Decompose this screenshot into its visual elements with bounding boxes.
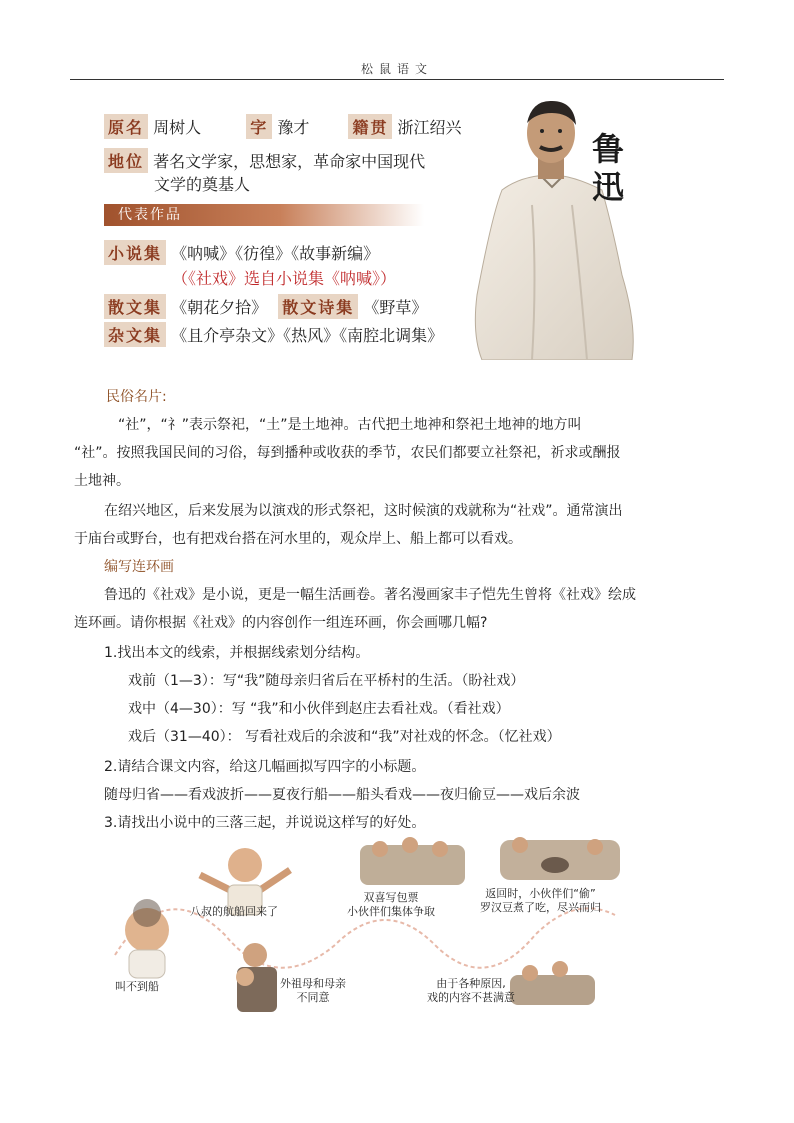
caption-no-boat: 叫不到船 [115, 980, 159, 993]
origin-tag: 籍贯 [348, 114, 392, 139]
origin-value: 浙江绍兴 [397, 118, 462, 137]
caption-unsatisfied-line-1: 由于各种原因, [436, 977, 506, 990]
prose-poem-value: 《野草》 [363, 298, 428, 317]
novel-note: （《社戏》选自小说集《呐喊》） [172, 269, 397, 288]
caption-shuangxi-promise [347, 891, 435, 919]
caption-elders-disagree [280, 977, 346, 1005]
caption-beans-line-2: 罗汉豆煮了吃，尽兴而归 [480, 901, 601, 914]
calligraphy-char-1: 鲁 [592, 130, 625, 168]
status-line-2: 文学的奠基人 [154, 175, 251, 194]
caption-shuangxi-line-2: 小伙伴们集体争取 [347, 905, 435, 918]
comic-paragraph-line-2: 连环画。请你根据《社戏》的内容创作一组连环画，你会画哪几幅? [74, 615, 488, 631]
essay-value: 《朝花夕拾》 [171, 298, 268, 317]
question-1-answer-3: 戏后（31—40）： 写看社戏后的余波和“我”对社戏的怀念。（忆社戏） [128, 729, 561, 745]
folk-paragraph-2-line-2: 于庙台或野台，也有把戏台搭在河水里的，观众岸上、船上都可以看戏。 [74, 531, 522, 547]
question-1-answer-1: 戏前（1—3）：写“我”随母亲归省后在平桥村的生活。（盼社戏） [128, 673, 525, 689]
status-line-1: 著名文学家，思想家，革命家中国现代 [153, 152, 426, 171]
calligraphy-signature [592, 130, 632, 206]
caption-elders-line-2: 不同意 [296, 991, 330, 1004]
novel-value: 《呐喊》《彷徨》《故事新编》 [171, 244, 380, 263]
folk-card-title: 民俗名片: [106, 389, 167, 405]
caption-unsatisfied-show [427, 977, 515, 1005]
kids-group-icon [360, 837, 465, 885]
novel-tag: 小说集 [104, 240, 166, 265]
essay-row [104, 294, 427, 319]
caption-shuangxi-line-1: 双喜写包票 [363, 891, 419, 904]
caption-beans-line-1: 返回时，小伙伴们“偷” [485, 887, 596, 900]
folk-paragraph-1-line-2: “社”。按照我国民间的习俗，每到播种或收获的季节，农民们都要立社祭祀，祈求或酬报 [74, 445, 621, 461]
question-1-answer-2: 戏中（4—30）：写 “我”和小伙伴到赵庄去看社戏。（看社戏） [128, 701, 510, 717]
name-row [104, 114, 462, 139]
caption-unsatisfied-line-2: 戏的内容不甚满意 [427, 991, 515, 1004]
page-header: 松鼠语文 [70, 60, 724, 80]
author-profile-card [104, 108, 504, 358]
folk-paragraph-1-line-3: 土地神。 [74, 473, 130, 489]
question-2-answer: 随母归省——看戏波折——夏夜行船——船头看戏——夜归偷豆——戏后余波 [104, 787, 580, 803]
caption-stealing-beans [480, 887, 601, 915]
misc-value: 《且介亭杂文》《热风》《南腔北调集》 [171, 326, 444, 345]
question-2: 2.请结合课文内容，给这几幅画拟写四字的小标题。 [104, 759, 426, 775]
comic-strip-path [105, 835, 695, 1025]
misc-tag: 杂文集 [104, 322, 166, 347]
works-banner: 代表作品 [104, 204, 424, 226]
zi-value: 豫才 [277, 118, 310, 137]
question-1: 1.找出本文的线索，并根据线索划分结构。 [104, 645, 370, 661]
caption-boat-returns: 八叔的航船回来了 [190, 905, 278, 918]
essay-tag: 散文集 [104, 294, 166, 319]
cooking-beans-icon [500, 837, 620, 880]
misc-row [104, 322, 443, 347]
comic-section-title: 编写连环画 [104, 559, 174, 575]
status-row [104, 148, 425, 173]
prose-poem-tag: 散文诗集 [278, 294, 358, 319]
caption-elders-line-1: 外祖母和母亲 [280, 977, 346, 990]
folk-paragraph-1-line-1: “社”，“礻”表示祭祀，“土”是土地神。古代把土地神和祭祀土地神的地方叫 [118, 417, 582, 433]
status-tag: 地位 [104, 148, 148, 173]
question-3: 3.请找出小说中的三落三起，并说说这样写的好处。 [104, 815, 426, 831]
comic-strip-diagram [105, 835, 695, 1025]
folk-paragraph-2-line-1: 在绍兴地区，后来发展为以演戏的形式祭祀，这时候演的戏就称为“社戏”。通常演出 [104, 503, 623, 519]
name-tag: 原名 [104, 114, 148, 139]
comic-paragraph-line-1: 鲁迅的《社戏》是小说，更是一幅生活画卷。著名漫画家丰子恺先生曾将《社戏》绘成 [104, 587, 636, 603]
name-value: 周树人 [153, 118, 202, 137]
calligraphy-char-2: 迅 [592, 168, 625, 206]
zi-tag: 字 [246, 114, 272, 139]
novel-row [104, 240, 379, 265]
sitting-kids-icon [510, 961, 595, 1005]
